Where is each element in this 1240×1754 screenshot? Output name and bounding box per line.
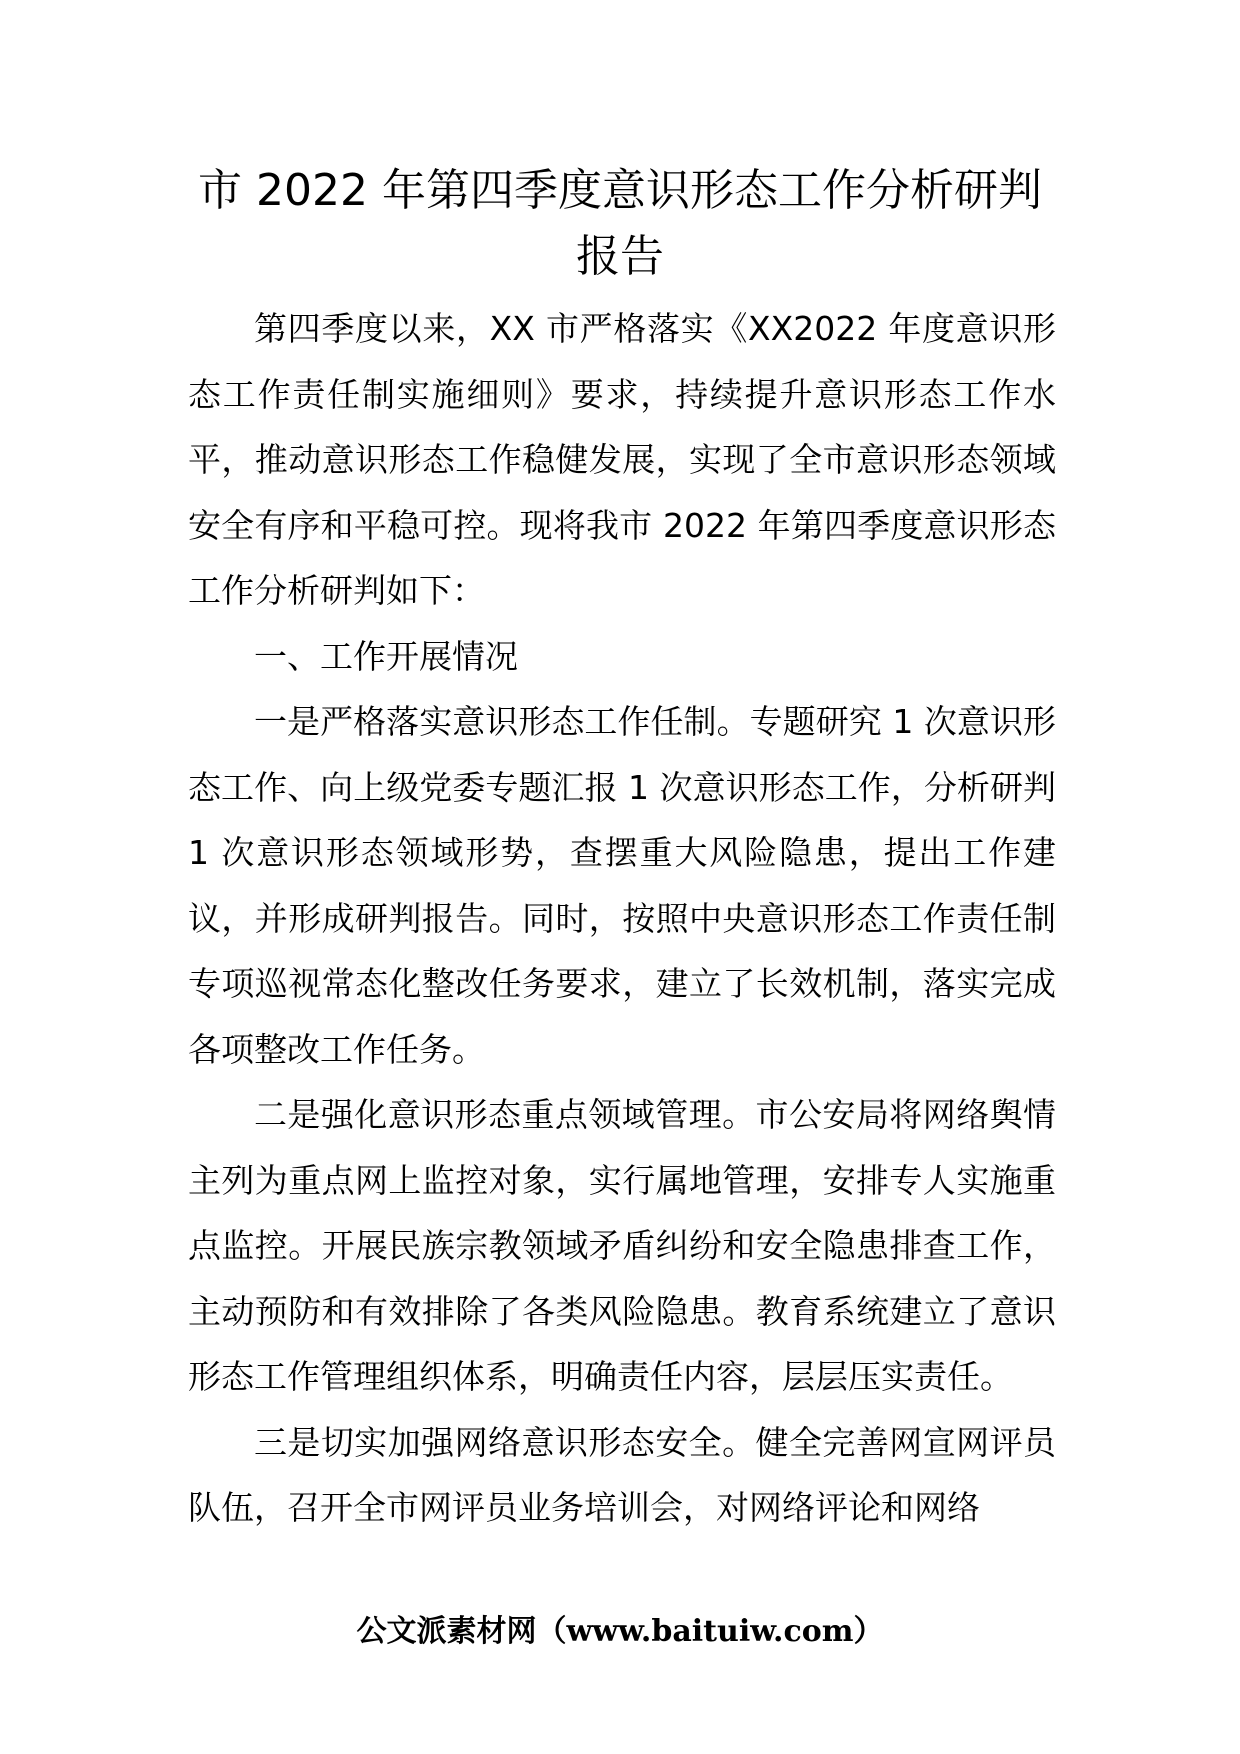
body-paragraph-3: 三是切实加强网络意识形态安全。健全完善网宣网评员队伍，召开全市网评员业务培训会，对网络评论和网络 xyxy=(188,1422,1056,1527)
body-paragraph-1: 一是严格落实意识形态工作任制。专题研究 1 次意识形态工作、向上级党委专题汇报 1 次意识形态工作，分析研判 1 次意识形态领域形势，查摆重大风险隐患，提出工作建议，并形成研判报告。同时，按照中央意识形态工作责任制专项巡视常态化整改任务要求，建立了长效机制，落实完成各项整改工作任务。 xyxy=(188,702,1056,1069)
intro-paragraph: 第四季度以来，XX 市严格落实《XX2022 年度意识形态工作责任制实施细则》要求，持续提升意识形态工作水平，推动意识形态工作稳健发展，实现了全市意识形态领域安全有序和平稳可控。现将我市 2022 年第四季度意识形态工作分析研判如下： xyxy=(188,309,1056,610)
document-body xyxy=(188,296,1056,1541)
section-heading: 一、工作开展情况 xyxy=(254,636,518,676)
body-paragraph-2: 二是强化意识形态重点领域管理。市公安局将网络舆情主列为重点网上监控对象，实行属地管理，安排专人实施重点监控。开展民族宗教领域矛盾纠纷和安全隐患排查工作，主动预防和有效排除了各类风险隐患。教育系统建立了意识形态工作管理组织体系，明确责任内容，层层压实责任。 xyxy=(188,1095,1056,1396)
footer-watermark: 公文派素材网（www.baituiw.com） xyxy=(356,1614,884,1649)
title-line-1: 市 2022 年第四季度意识形态工作分析研判 xyxy=(198,165,1042,216)
document-title xyxy=(150,158,1090,290)
title-line-2: 报告 xyxy=(576,231,664,282)
